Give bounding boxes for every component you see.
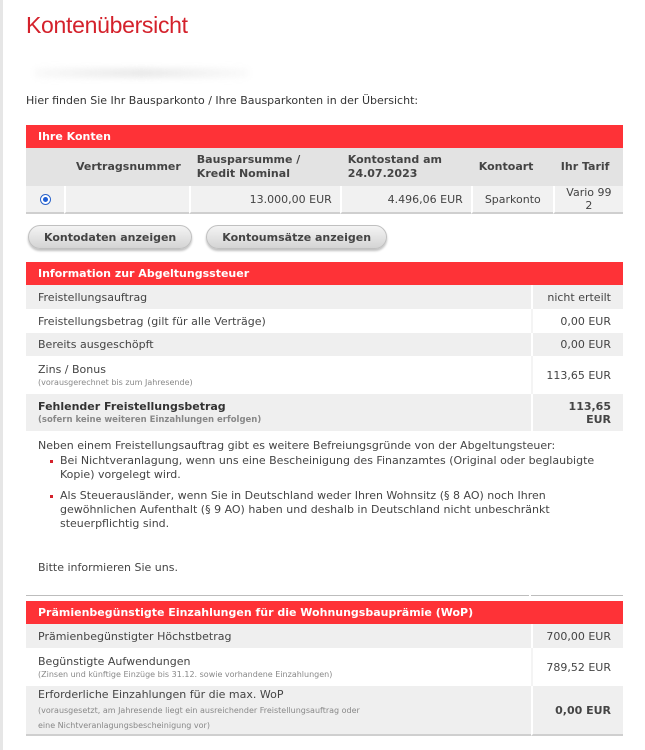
table-row xyxy=(26,356,623,394)
col-bausparsumme-line2: Kredit Nominal xyxy=(196,167,290,180)
abgeltungssteuer-section xyxy=(26,262,623,596)
notes-outro: Bitte informieren Sie uns. xyxy=(38,561,178,574)
divider-left xyxy=(26,595,529,596)
row-label: Freistellungsbetrag (gilt für alle Verträge) xyxy=(26,309,531,333)
list-item xyxy=(50,489,611,531)
list-item xyxy=(50,454,611,482)
accounts-section xyxy=(26,125,623,214)
row-sublabel: (Zinsen und künftige Einzüge bis 31.12. sowie vorhandene Einzahlungen) xyxy=(38,670,333,679)
list-item-text: Bei Nichtveranlagung, wenn uns eine Bescheinigung des Finanzamtes (Original oder beglaubigte Kopie) vorgelegt wird. xyxy=(60,454,595,481)
bullet-icon xyxy=(50,495,53,498)
wop-section xyxy=(26,601,623,736)
accounts-table-header xyxy=(26,148,623,186)
col-kontoart: Kontoart xyxy=(471,148,553,186)
notes-intro: Neben einem Freistellungsauftrag gibt es weitere Befreiungsgründe von der Abgeltungsteuer: xyxy=(38,439,556,452)
col-tarif: Ihr Tarif xyxy=(553,148,623,186)
table-row xyxy=(26,624,623,648)
left-page-edge xyxy=(0,0,3,750)
row-label-cell xyxy=(26,686,531,736)
col-kontostand xyxy=(340,148,471,186)
notes-list xyxy=(38,454,611,531)
col-vertragsnummer: Vertragsnummer xyxy=(64,148,189,186)
row-value: nicht erteilt xyxy=(531,285,623,309)
abgeltungssteuer-header: Information zur Abgeltungssteuer xyxy=(26,262,623,285)
table-row xyxy=(26,333,623,356)
section-divider xyxy=(26,595,623,596)
col-kontostand-line2: 24.07.2023 xyxy=(347,167,418,180)
col-bausparsumme-line1: Bausparsumme / xyxy=(196,153,301,166)
kontoart-cell: Sparkonto xyxy=(471,186,553,214)
row-label: Bereits ausgeschöpft xyxy=(26,333,531,356)
accounts-header: Ihre Konten xyxy=(26,125,623,148)
row-label-cell xyxy=(26,356,531,394)
vertragsnummer-cell xyxy=(64,186,189,214)
page-title: Kontenübersicht xyxy=(26,12,188,38)
row-sublabel: (vorausgerechnet bis zum Jahresende) xyxy=(38,378,193,387)
row-value: 0,00 EUR xyxy=(531,333,623,356)
table-row xyxy=(26,686,623,736)
bullet-icon xyxy=(50,460,53,463)
account-radio-cell[interactable] xyxy=(26,186,64,214)
bausparsumme-cell: 13.000,00 EUR xyxy=(189,186,340,214)
row-sublabel: (sofern keine weiteren Einzahlungen erfolgen) xyxy=(38,415,262,425)
row-label-cell xyxy=(26,648,531,686)
wop-table xyxy=(26,624,623,736)
accounts-table xyxy=(26,148,623,214)
row-label: Begünstigte Aufwendungen xyxy=(38,655,191,668)
row-label: Erforderliche Einzahlungen für die max. WoP xyxy=(38,687,284,701)
table-row xyxy=(26,648,623,686)
row-label: Freistellungsauftrag xyxy=(26,285,531,309)
row-value: 700,00 EUR xyxy=(531,624,623,648)
col-select xyxy=(26,148,64,186)
table-row xyxy=(26,394,623,431)
col-bausparsumme xyxy=(189,148,340,186)
row-label: Prämienbegünstigter Höchstbetrag xyxy=(26,624,531,648)
row-value: 113,65 EUR xyxy=(531,394,623,431)
table-row xyxy=(26,285,623,309)
kontoumsaetze-anzeigen-button[interactable]: Kontoumsätze anzeigen xyxy=(206,225,387,249)
table-row xyxy=(26,309,623,333)
row-value: 113,65 EUR xyxy=(531,356,623,394)
row-label: Zins / Bonus xyxy=(38,363,106,376)
row-value: 0,00 EUR xyxy=(531,309,623,333)
table-row[interactable] xyxy=(26,186,623,214)
list-item-text: Als Steuerausländer, wenn Sie in Deutschland weder Ihren Wohnsitz (§ 8 AO) noch Ihren gewöhnlichen Aufenthalt (§ 9 AO) haben und deshalb in Deutschland nicht unbeschränkt steuerpflichtig sind. xyxy=(60,489,550,530)
kontodaten-anzeigen-button[interactable]: Kontodaten anzeigen xyxy=(28,225,192,249)
kontostand-cell: 4.496,06 EUR xyxy=(340,186,471,214)
row-sublabel: (vorausgesetzt, am Jahresende liegt ein ausreichender Freistellungsauftrag oder eine Nichtveranlagungsbescheinigung vor) xyxy=(38,705,360,730)
row-label-cell xyxy=(26,394,531,431)
abgeltungssteuer-table xyxy=(26,285,623,431)
redacted-customer-name xyxy=(34,68,249,78)
row-value: 789,52 EUR xyxy=(531,648,623,686)
row-label: Fehlender Freistellungsbetrag xyxy=(38,400,226,413)
tarif-cell: Vario 99 2 xyxy=(553,186,623,214)
intro-text: Hier finden Sie Ihr Bausparkonto / Ihre Bausparkonten in der Übersicht: xyxy=(26,94,419,107)
col-kontostand-line1: Kontostand am xyxy=(347,153,442,166)
account-select-radio[interactable] xyxy=(40,194,51,205)
row-value: 0,00 EUR xyxy=(531,686,623,736)
account-actions xyxy=(28,225,387,249)
wop-header: Prämienbegünstigte Einzahlungen für die Wohnungsbauprämie (WoP) xyxy=(26,601,623,624)
exemption-notes xyxy=(26,431,623,575)
divider-right xyxy=(531,595,623,596)
